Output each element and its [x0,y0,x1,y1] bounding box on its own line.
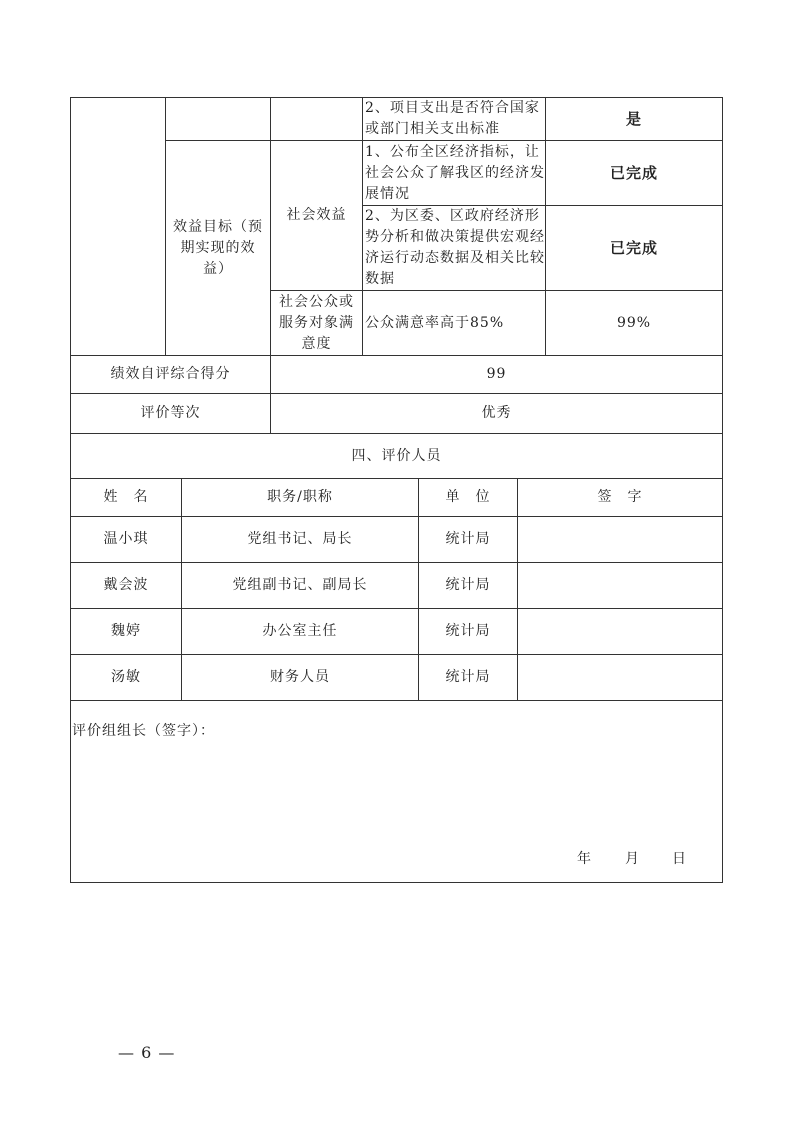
signature-cell [517,516,723,563]
signature-cell [517,608,723,655]
person-title: 财务人员 [181,654,419,701]
person-name: 戴会波 [70,562,182,609]
satisfaction-label: 社会公众或服务对象满意度 [270,290,363,356]
section-title: 四、评价人员 [70,433,723,479]
person-unit: 统计局 [418,654,518,701]
person-unit: 统计局 [418,608,518,655]
header-signature: 签 字 [517,478,723,517]
leader-signature-label: 评价组组长（签字）： [72,723,215,739]
indicator-cell: 2、项目支出是否符合国家或部门相关支出标准 [362,97,546,141]
person-title: 党组书记、局长 [181,516,419,563]
header-unit: 单 位 [418,478,518,517]
person-unit: 统计局 [418,562,518,609]
score-value: 99 [270,355,723,394]
value-cell: 已完成 [545,205,723,291]
social-benefit-label: 社会效益 [270,140,363,291]
value-cell: 99% [545,290,723,356]
signature-cell [517,562,723,609]
person-title: 党组副书记、副局长 [181,562,419,609]
date-month: 月 [625,851,640,867]
category-cell [70,97,166,356]
benefit-goal-label: 效益目标（预期实现的效益） [165,140,271,356]
signature-cell [517,654,723,701]
page-number: — 6 — [118,1043,176,1062]
date-day: 日 [672,851,687,867]
date-year: 年 [577,851,592,867]
empty-cell [270,97,363,141]
person-name: 汤敏 [70,654,182,701]
value-cell: 已完成 [545,140,723,206]
rating-value: 优秀 [270,393,723,434]
person-unit: 统计局 [418,516,518,563]
rating-label: 评价等次 [70,393,271,434]
score-label: 绩效自评综合得分 [70,355,271,394]
value-cell: 是 [545,97,723,141]
person-name: 温小琪 [70,516,182,563]
indicator-cell: 公众满意率高于85% [362,290,546,356]
empty-cell [165,97,271,141]
indicator-cell: 1、公布全区经济指标，让社会公众了解我区的经济发展情况 [362,140,546,206]
header-title: 职务/职称 [181,478,419,517]
header-name: 姓 名 [70,478,182,517]
indicator-cell: 2、为区委、区政府经济形势分析和做决策提供宏观经济运行动态数据及相关比较数据 [362,205,546,291]
person-title: 办公室主任 [181,608,419,655]
person-name: 魏婷 [70,608,182,655]
